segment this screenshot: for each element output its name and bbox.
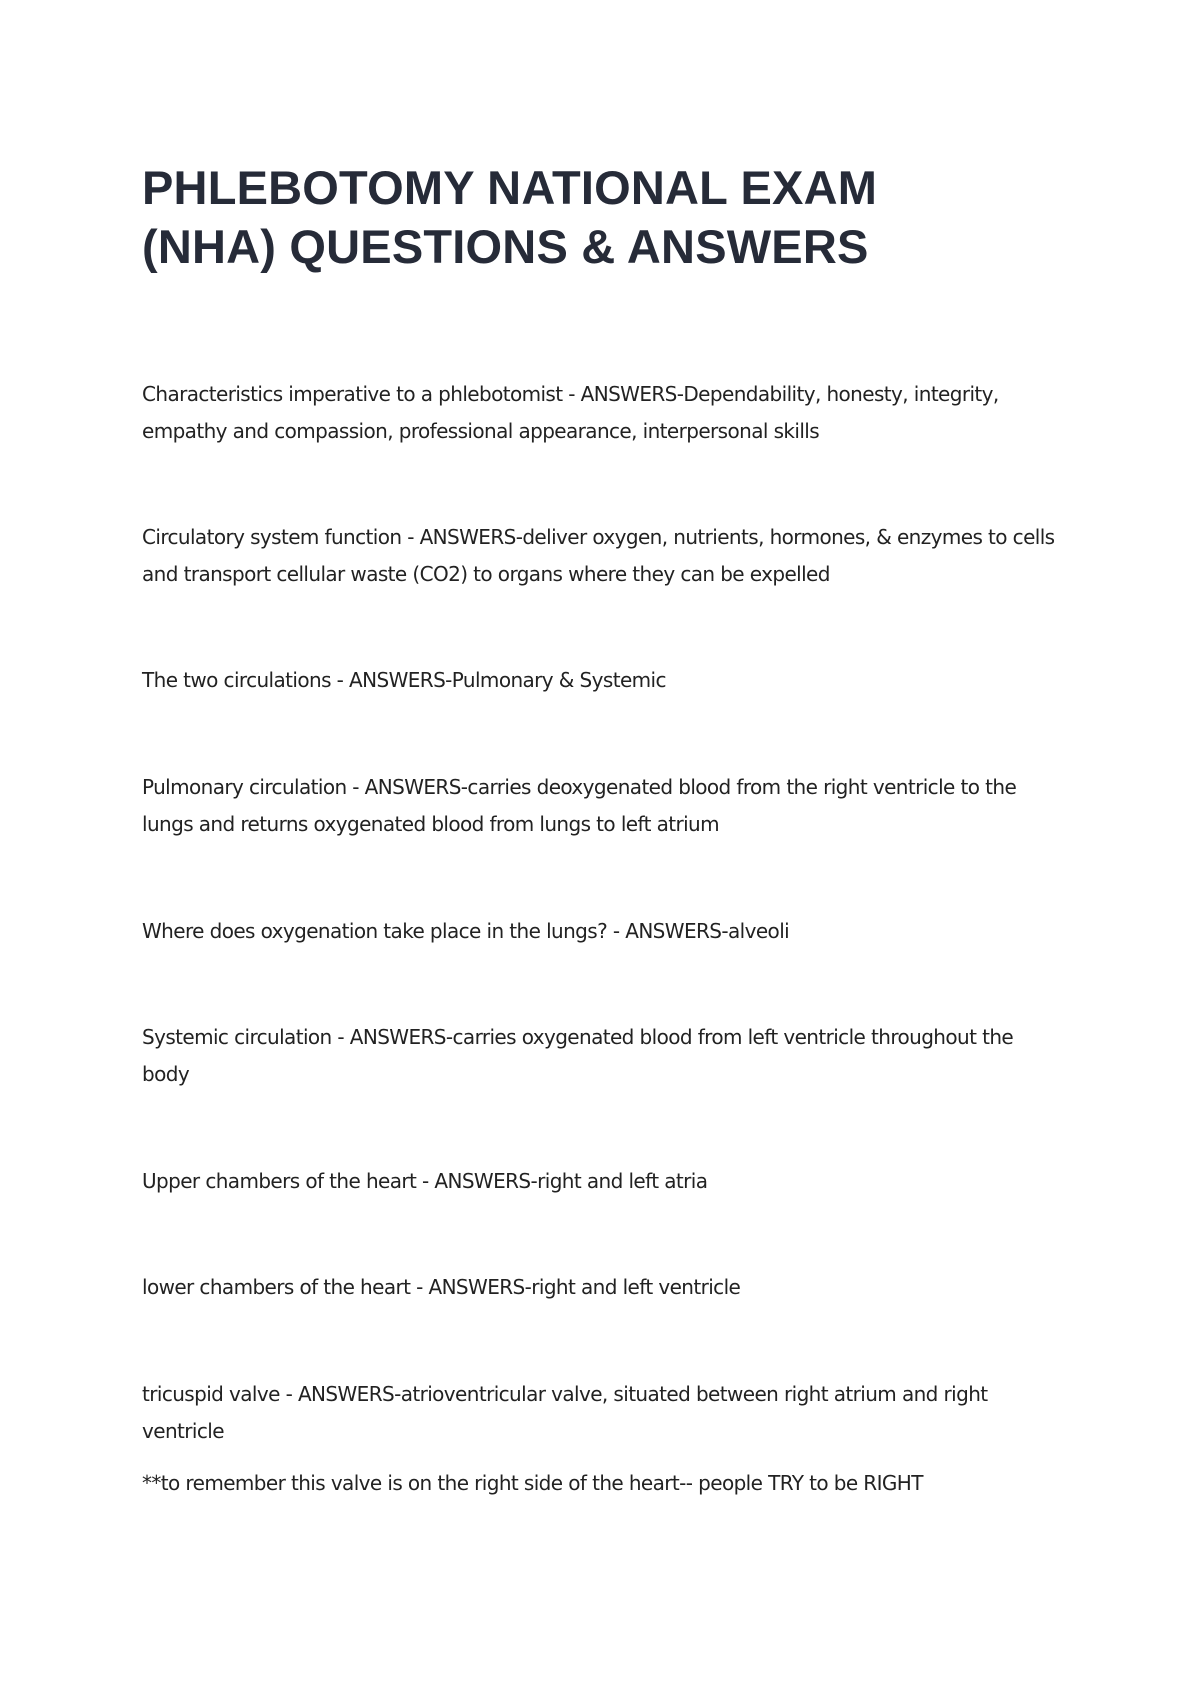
- qa-line: and transport cellular waste (CO2) to organs where they can be expelled: [142, 562, 830, 586]
- qa-entry-upper-chambers: [142, 1163, 1082, 1200]
- qa-line: body: [142, 1062, 190, 1086]
- qa-line: tricuspid valve - ANSWERS-atrioventricular valve, situated between right atrium and right: [142, 1382, 988, 1406]
- qa-line: The two circulations - ANSWERS-Pulmonary & Systemic: [142, 668, 666, 692]
- qa-line: empathy and compassion, professional appearance, interpersonal skills: [142, 419, 820, 443]
- qa-line-mnemonic: **to remember this valve is on the right side of the heart-- people TRY to be RIGHT: [142, 1471, 923, 1495]
- qa-entry-tricuspid-valve: [142, 1376, 1082, 1502]
- qa-entry-systemic-circulation: [142, 1019, 1082, 1093]
- qa-line: Characteristics imperative to a phlebotomist - ANSWERS-Dependability, honesty, integrity,: [142, 382, 999, 406]
- qa-entry-lower-chambers: [142, 1269, 1082, 1306]
- qa-line: Pulmonary circulation - ANSWERS-carries deoxygenated blood from the right ventricle to the: [142, 775, 1017, 799]
- qa-line: Where does oxygenation take place in the lungs? - ANSWERS-alveoli: [142, 919, 790, 943]
- qa-line: lungs and returns oxygenated blood from lungs to left atrium: [142, 812, 719, 836]
- qa-line: Upper chambers of the heart - ANSWERS-right and left atria: [142, 1169, 708, 1193]
- document-title: [142, 158, 1042, 276]
- qa-entry-phlebotomist-characteristics: [142, 376, 1082, 450]
- qa-entry-pulmonary-circulation: [142, 769, 1082, 843]
- qa-line: Circulatory system function - ANSWERS-deliver oxygen, nutrients, hormones, & enzymes to cells: [142, 525, 1055, 549]
- qa-line: Systemic circulation - ANSWERS-carries oxygenated blood from left ventricle throughout the: [142, 1025, 1014, 1049]
- title-line-1: PHLEBOTOMY NATIONAL EXAM: [142, 161, 878, 214]
- qa-line: lower chambers of the heart - ANSWERS-right and left ventricle: [142, 1275, 741, 1299]
- qa-line: ventricle: [142, 1419, 224, 1443]
- qa-entry-oxygenation-site: [142, 913, 1082, 950]
- qa-entry-two-circulations: [142, 662, 1082, 699]
- title-line-2: (NHA) QUESTIONS & ANSWERS: [142, 220, 869, 273]
- qa-entry-circulatory-function: [142, 519, 1082, 593]
